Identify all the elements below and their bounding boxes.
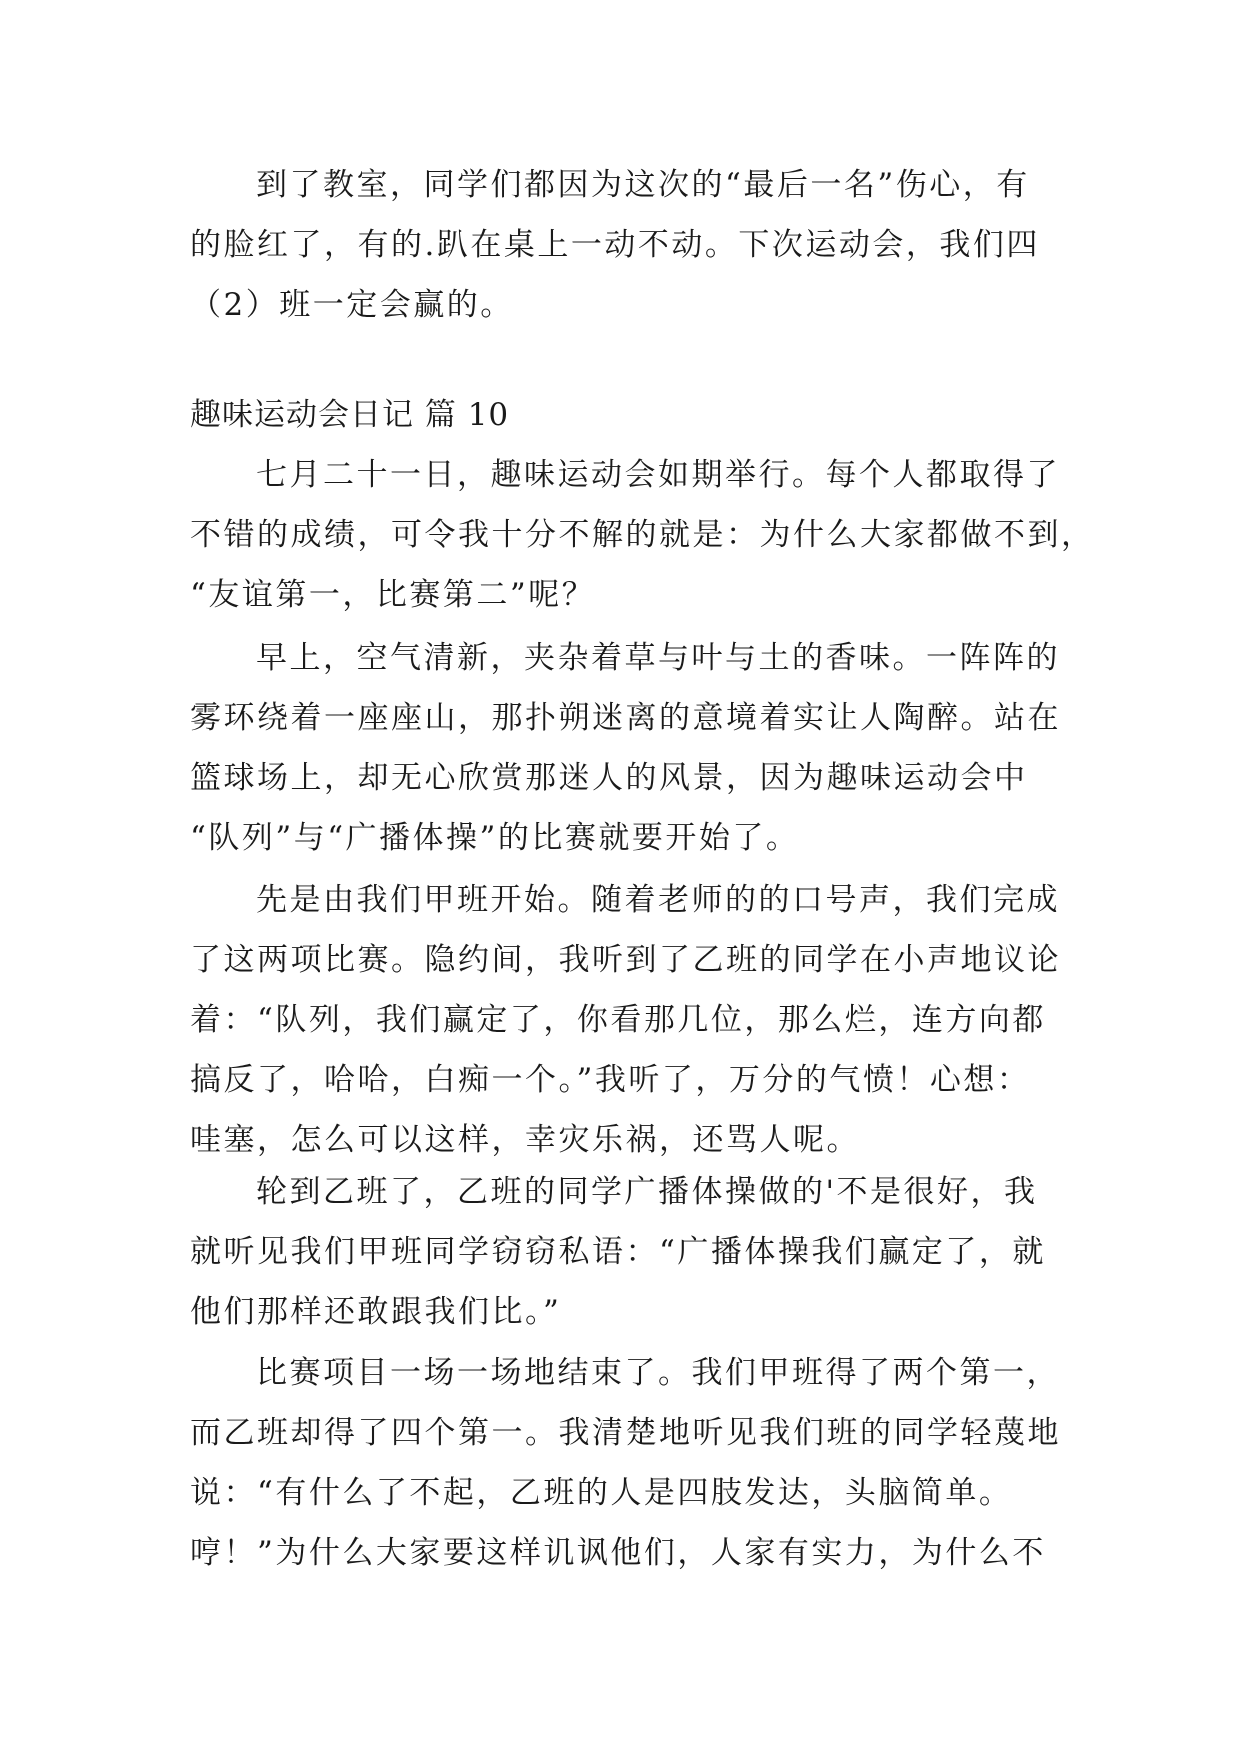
paragraph-5	[190, 1343, 1070, 1583]
text-line: 先是由我们甲班开始。随着老师的的口号声，我们完成	[256, 882, 1060, 918]
paragraph-1	[190, 445, 1095, 625]
text-line: 他们那样还敢跟我们比。”	[190, 1294, 562, 1330]
text-line: 到了教室，同学们都因为这次的“最后一名”伤心，有	[256, 167, 1030, 203]
text-line: 的脸红了，有的.趴在桌上一动不动。下次运动会，我们四	[190, 227, 1040, 263]
text-line: 哇塞，怎么可以这样，幸灾乐祸，还骂人呢。	[190, 1122, 860, 1158]
paragraph-intro	[190, 155, 1070, 335]
text-line: 而乙班却得了四个第一。我清楚地听见我们班的同学轻蔑地	[190, 1415, 1061, 1451]
text-line: “队列”与“广播体操”的比赛就要开始了。	[190, 820, 800, 856]
text-line: 着：“队列，我们赢定了，你看那几位，那么烂，连方向都	[190, 1002, 1046, 1038]
text-line: 不错的成绩，可令我十分不解的就是：为什么大家都做不到，	[190, 517, 1095, 553]
text-line: 篮球场上，却无心欣赏那迷人的风景，因为趣味运动会中	[190, 760, 1028, 796]
text-line: 就听见我们甲班同学窃窃私语：“广播体操我们赢定了，就	[190, 1234, 1046, 1270]
paragraph-3	[190, 870, 1070, 1170]
text-line: 哼！”为什么大家要这样讥讽他们，人家有实力，为什么不	[190, 1535, 1046, 1571]
text-line: 比赛项目一场一场地结束了。我们甲班得了两个第一，	[256, 1355, 1060, 1391]
paragraph-2	[190, 628, 1070, 868]
text-line: 七月二十一日，趣味运动会如期举行。每个人都取得了	[256, 457, 1060, 493]
text-line: “友谊第一，比赛第二”呢？	[190, 577, 596, 613]
text-line: 雾环绕着一座座山，那扑朔迷离的意境着实让人陶醉。站在	[190, 700, 1061, 736]
text-line: 早上，空气清新，夹杂着草与叶与土的香味。一阵阵的	[256, 640, 1060, 676]
section-title: 趣味运动会日记 篇 10	[190, 397, 510, 433]
text-line: （2）班一定会赢的。	[190, 287, 514, 323]
text-line: 了这两项比赛。隐约间，我听到了乙班的同学在小声地议论	[190, 942, 1061, 978]
text-line: 轮到乙班了，乙班的同学广播体操做的'不是很好，我	[256, 1174, 1038, 1210]
paragraph-4	[190, 1162, 1070, 1342]
text-line: 搞反了，哈哈，白痴一个。”我听了，万分的气愤！心想：	[190, 1062, 1031, 1098]
text-line: 说：“有什么了不起，乙班的人是四肢发达，头脑简单。	[190, 1475, 1013, 1511]
